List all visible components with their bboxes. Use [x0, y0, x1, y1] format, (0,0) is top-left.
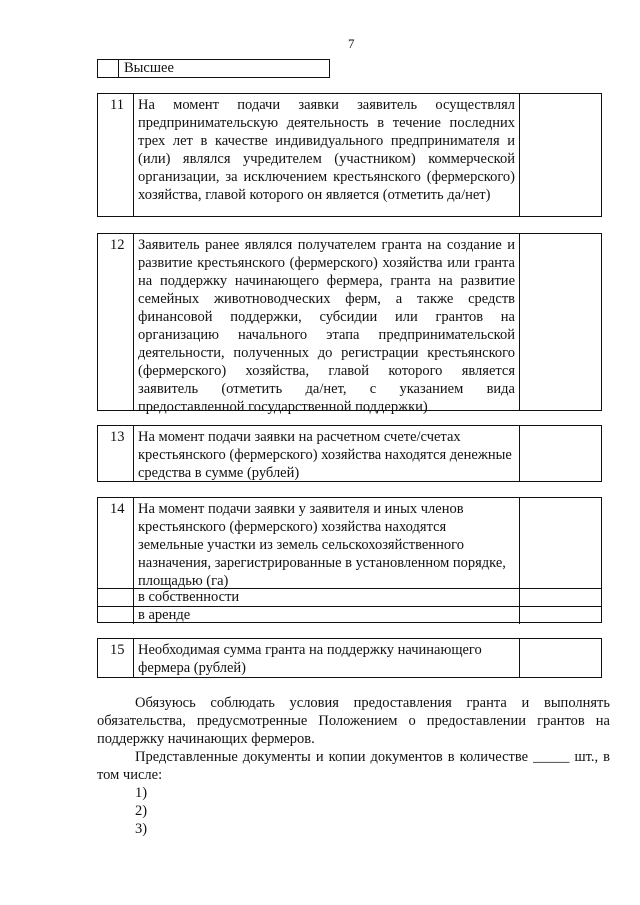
documents-paragraph — [97, 748, 610, 784]
documents-count-blank[interactable]: _____ — [533, 749, 570, 765]
sub-row-lease: в аренде — [134, 607, 520, 624]
education-row — [97, 59, 330, 78]
question-text: Заявитель ранее являлся получателем гранта на создание и развитие крестьянского (фермерского) хозяйства или гранта на поддержку начинающего фермера, гранта на развитие семейных животноводческих ферм, а также средств финансовой поддержки, субсидии или грантов на организацию начального этапа предпринимательской деятельности, полученных до регистрации крестьянского (фермерского) хозяйства, главой которого является заявитель (отметить да/нет, с указанием вида предоставленной государственной поддержки) — [134, 234, 520, 410]
question-number: 15 — [98, 639, 134, 677]
obligation-paragraph — [97, 694, 610, 748]
list-item: 1) — [135, 785, 148, 801]
question-14 — [97, 497, 602, 623]
answer-cell[interactable] — [520, 234, 601, 410]
question-12 — [97, 233, 602, 415]
education-value: Высшее — [124, 60, 174, 76]
question-11 — [97, 93, 602, 217]
question-text: На момент подачи заявки у заявителя и иных членов крестьянского (фермерского) хозяйства находятся земельные участки из земель сельскохозяйственного назначения, зарегистрированные в установленном порядке, площадью (га) — [134, 498, 520, 588]
question-text: Необходимая сумма гранта на поддержку начинающего фермера (рублей) — [134, 639, 520, 677]
question-number: 13 — [98, 426, 134, 481]
documents-list — [135, 784, 147, 838]
answer-cell-ownership[interactable] — [520, 589, 601, 606]
question-15 — [97, 638, 602, 678]
list-item: 2) — [135, 803, 148, 819]
question-text: На момент подачи заявки на расчетном счете/счетах крестьянского (фермерского) хозяйства находятся денежные средства в сумме (рублей) — [134, 426, 520, 481]
answer-cell[interactable] — [520, 498, 601, 588]
page-number: 7 — [348, 36, 355, 51]
answer-cell[interactable] — [520, 94, 601, 216]
answer-cell[interactable] — [520, 639, 601, 677]
question-number: 14 — [98, 498, 134, 588]
question-number: 11 — [98, 94, 134, 216]
documents-prefix: Представленные документы и копии документов в количестве — [135, 749, 529, 765]
sub-row-ownership: в собственности — [134, 589, 520, 606]
list-item: 3) — [135, 821, 148, 837]
obligation-text: Обязуюсь соблюдать условия предоставления гранта и выполнять обязательства, предусмотренные Положением о предоставлении грантов на поддержку начинающих фермеров. — [97, 695, 610, 747]
question-13 — [97, 425, 602, 482]
question-text: На момент подачи заявки заявитель осуществлял предпринимательскую деятельность в течение последних трех лет в качестве индивидуального предпринимателя и (или) являлся учредителем (участником) коммерческой организации, за исключением крестьянского (фермерского) хозяйства, главой которого он является (отметить да/нет) — [134, 94, 520, 216]
question-number: 12 — [98, 234, 134, 410]
answer-cell[interactable] — [520, 426, 601, 481]
answer-cell-lease[interactable] — [520, 607, 601, 624]
documents-suffix: шт., в том числе: — [97, 749, 611, 783]
